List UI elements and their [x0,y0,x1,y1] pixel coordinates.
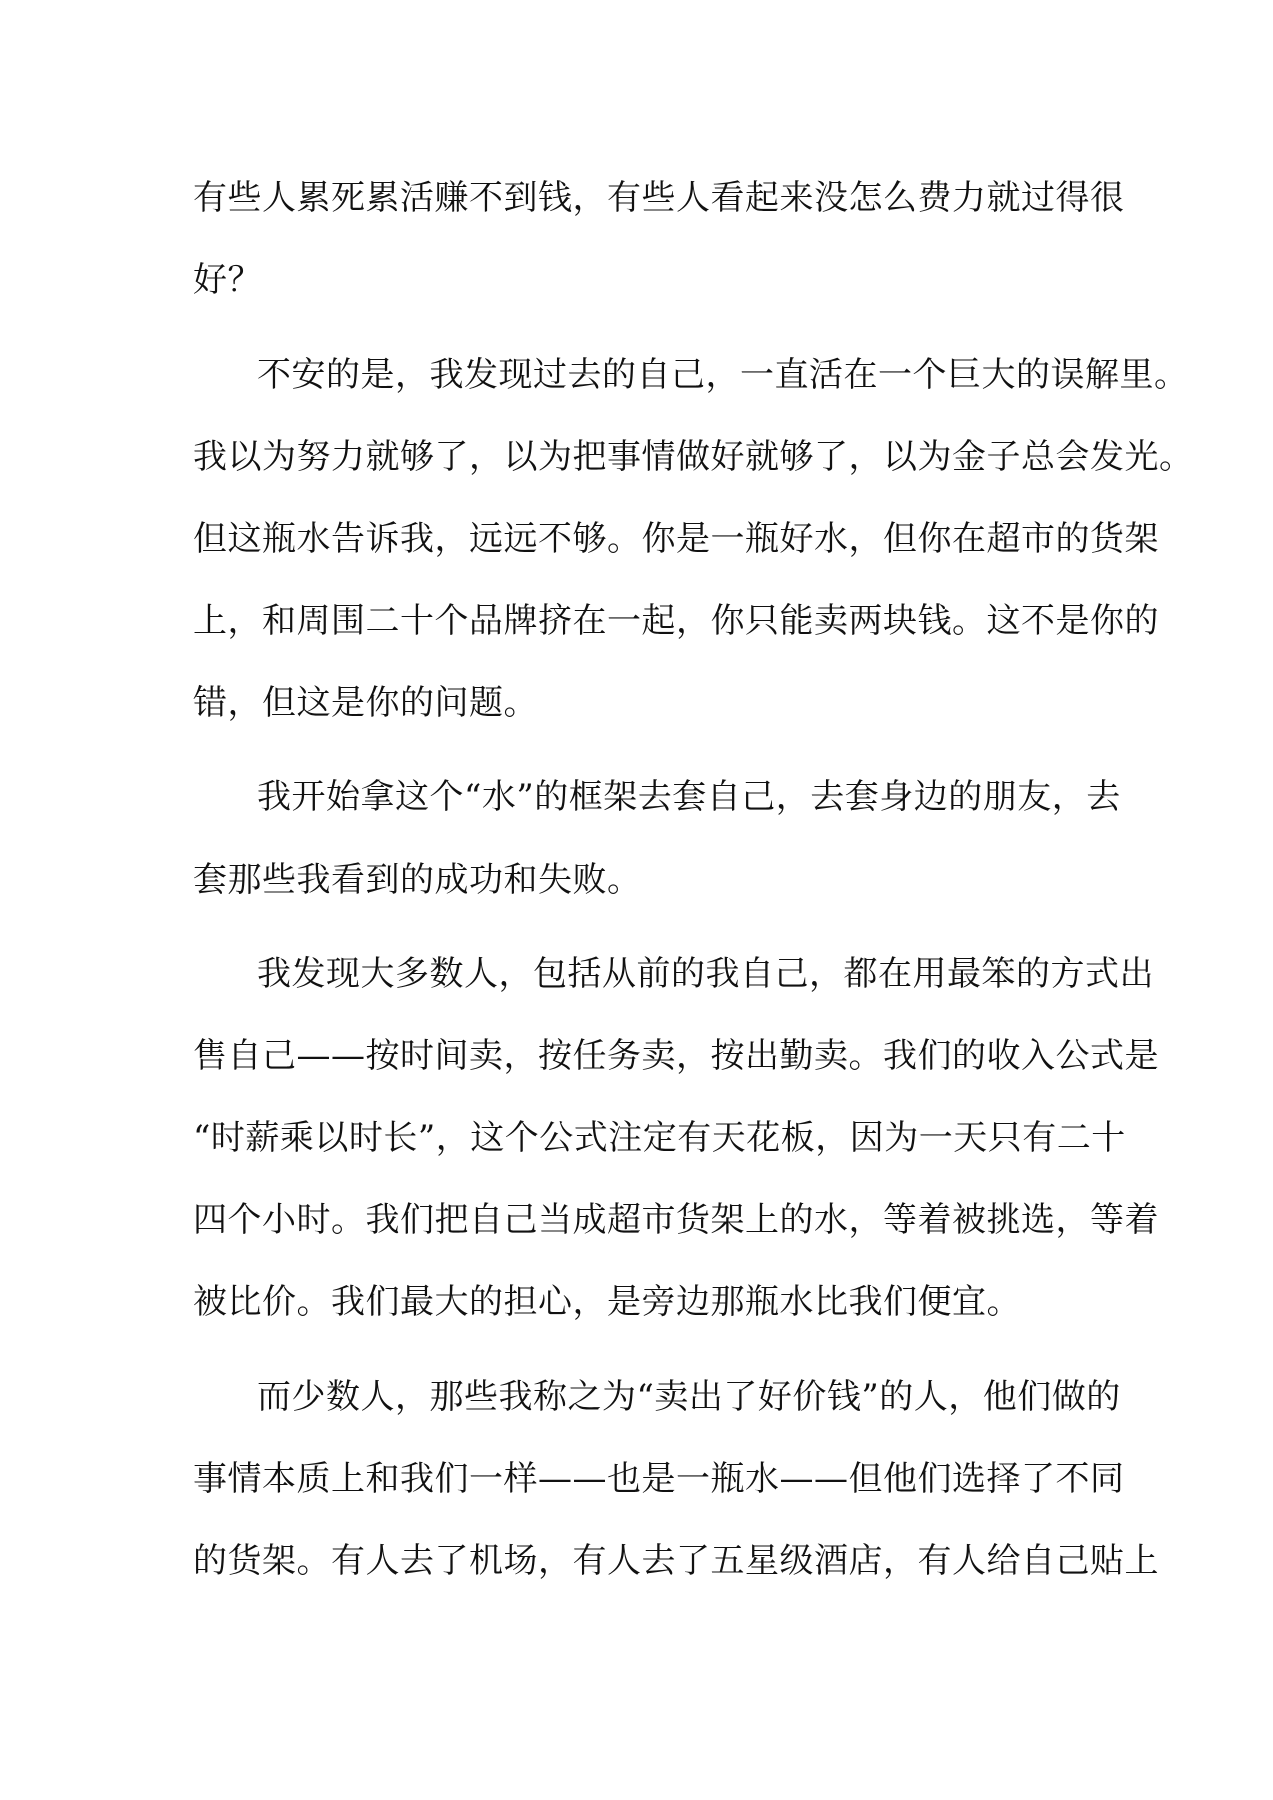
text-line: 四个小时。我们把自己当成超市货架上的水，等着被挑选，等着 [193,1200,1159,1240]
text-line: “时薪乘以时长”，这个公式注定有天花板，因为一天只有二十 [193,1118,1126,1158]
text-line: 错，但这是你的问题。 [193,683,538,723]
text-line: 好？ [193,260,262,300]
paragraph-first-line: 而少数人，那些我称之为“卖出了好价钱”的人，他们做的 [257,1377,1121,1417]
text-line: 有些人累死累活赚不到钱，有些人看起来没怎么费力就过得很 [193,178,1125,218]
text-line: 被比价。我们最大的担心，是旁边那瓶水比我们便宜。 [193,1282,1021,1322]
paragraph-first-line: 不安的是，我发现过去的自己，一直活在一个巨大的误解里。 [257,355,1189,395]
paragraph-first-line: 我发现大多数人，包括从前的我自己，都在用最笨的方式出 [257,954,1154,994]
paragraph-first-line: 我开始拿这个“水”的框架去套自己，去套身边的朋友，去 [257,777,1121,817]
text-line: 售自己——按时间卖，按任务卖，按出勤卖。我们的收入公式是 [193,1036,1159,1076]
text-line: 但这瓶水告诉我，远远不够。你是一瓶好水，但你在超市的货架 [193,519,1159,559]
text-line: 我以为努力就够了，以为把事情做好就够了，以为金子总会发光。 [193,437,1194,477]
text-line: 套那些我看到的成功和失败。 [193,860,642,900]
text-line: 的货架。有人去了机场，有人去了五星级酒店，有人给自己贴上 [193,1541,1159,1581]
text-line: 事情本质上和我们一样——也是一瓶水——但他们选择了不同 [193,1459,1125,1499]
text-line: 上，和周围二十个品牌挤在一起，你只能卖两块钱。这不是你的 [193,601,1159,641]
